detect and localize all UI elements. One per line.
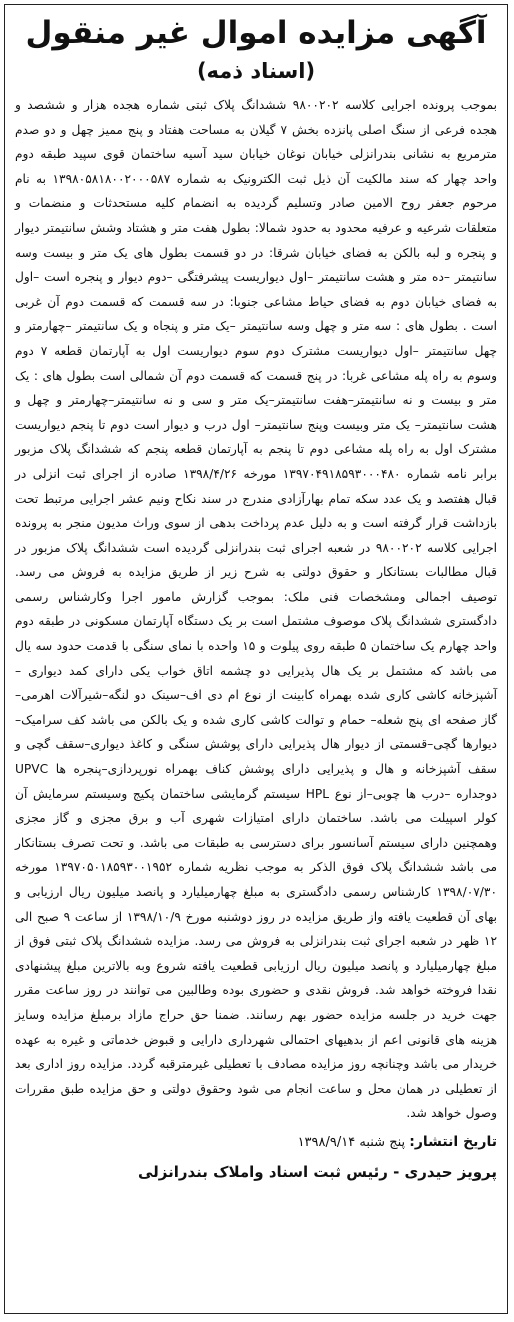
notice-title: آگهی مزایده اموال غیر منقول	[25, 15, 487, 51]
publication-date: پنج شنبه ۱۳۹۸/۹/۱۴	[297, 1134, 406, 1150]
notice-subtitle: (اسناد ذمه)	[196, 59, 316, 83]
notice-body: بموجب پرونده اجرایی کلاسه ۹۸۰۰۲۰۲ ششدانگ پلاک ثبتی شماره هجده هزار و ششصد و هجده فرعی از سنگ اصلی پانزده بخش ۷ گیلان به مساحت هفتاد و پنج ممیز چهل و دو صدم مترمربع به نشانی بندرانزلی خیابان نوغان خیابان سید آسیه ساختمان قوی سپید طبقه دوم واحد چهار که سند مالکیت آن ذیل ثبت الکترونیک به شماره ۱۳۹۸۰۵۸۱۸۰۰۲۰۰۰۵۸۷ به نام مرحوم جعفر روح الامین صادر وتسلیم گردیده به انضمام کلیه مستحدثات و منضمات و متعلقات شرعیه و عرفیه محدود به حدود شمالا: بطول هفت متر و هشتاد وشش سانتیمتر دیوار و پنجره و لبه بالکن به فضای خیابان شرقا: در دو قسمت بطول های یک متر و بیست وسه سانتیمتر –ده متر و هشت سانتیمتر –اول دیواریست پیشرفتگی –دوم دیوار و پنجره است –اول به فضای خیابان دوم به فضای حیاط مشاعی جنوبا: در سه قسمت که قسمت دوم آن غربی است . بطول های : سه متر و چهل وسه سانتیمتر –یک متر و پنجاه و یک سانتیمتر –چهارمتر و چهل سانتیمتر –اول دیواریست مشترک دوم سوم دیواریست اول به آپارتمان قطعه ۷ دوم وسوم به راه پله مشاعی غربا: در پنج قسمت که قسمت دوم آن شمالی است بطول های : یک متر و بیست و نه سانتیمتر–هفت سانتیمتر–یک متر و سی و نه سانتیمتر–چهارمتر و چهل و هشت سانتیمتر– یک متر وبیست وپنج سانتیمتر– اول درب و دیوار است دوم تا پنجم دیواریست مشترک اول به راه پله مشاعی دوم تا پنجم به آپارتمان قطعه پنجم که ششدانگ پلاک مزبور برابر نامه شماره ۱۳۹۷۰۴۹۱۸۵۹۳۰۰۰۴۸۰ مورخه ۱۳۹۸/۴/۲۶ صادره از اجرای ثبت انزلی در قبال هفتصد و یک عدد سکه تمام بهارآزادی مندرج در سند نکاح ونیم عشر اجرایی مرتبط تحت بازداشت قرار گرفته است و به دلیل عدم پرداخت بدهی از سوی وراث مدیون منجر به پرونده اجرایی کلاسه ۹۸۰۰۲۰۲ در شعبه اجرای ثبت بندرانزلی گردیده است ششدانگ پلاک مزبور در قبال مطالبات بستانکار و حقوق دولتی به شرح زیر از طریق مزایده به فروش می رسد. توصیف اجمالی ومشخصات فنی ملک: بموجب گزارش مامور اجرا وکارشناس رسمی دادگستری ششدانگ پلاک موصوف مشتمل است بر یک دستگاه آپارتمان مسکونی در طبقه دوم واحد چهارم یک ساختمان ۵ طبقه روی پیلوت و ۱۵ واحده با نمای سنگی با قدمت حدود سه یال می باشد که مشتمل بر یک هال پذیرایی دو چشمه اتاق خواب یکی دارای کمد دیواری –آشپزخانه کاشی کاری شده بهمراه کابینت از نوع ام دی اف–سینک دو لنگه–شیرآلات اهرمی– گاز صفحه ای پنج شعله– حمام و توالت کاشی کاری شده و یک بالکن می باشد کف سرامیک–دیوارها گچی–قسمتی از دیوار هال پذیرایی دارای پوشش سنگی و کاغذ دیواری–سقف گچی و سقف آشپزخانه و هال و پذیرایی دارای پوشش کناف بهمراه نورپردازی–پنجره ها UPVC دوجداره –درب ها چوبی–از نوع HPL سیستم گرمایشی ساختمان پکیج وسیستم سرمایش آن کولر اسپیلت می باشد. ساختمان دارای امتیازات شهری آب و برق مجزی و گاز مجزی وهمچنین دارای سیستم آسانسور برای دسترسی به طبقات می باشد. و تحت تصرف بستانکار می باشد ششدانگ پلاک فوق الذکر به موجب نظریه شماره ۱۳۹۷۰۵۰۱۸۵۹۳۰۰۱۹۵۲ مورخه ۱۳۹۸/۰۷/۳۰ کارشناس رسمی دادگستری به مبلغ چهارمیلیارد و پانصد میلیون ریال ارزیابی و بهای آن قطعیت یافته واز طریق مزایده در روز دوشنبه مورخ ۱۳۹۸/۱۰/۹ از ساعت ۹ صبح الی ۱۲ ظهر در شعبه اجرای ثبت بندرانزلی به فروش می رسد. مزایده ششدانگ پلاک ثبتی فوق از مبلغ چهارمیلیارد و پانصد میلیون ریال ارزیابی قطعیت یافته شروع وبه بالاترین مبلغ پیشنهادی نقدا فروخته خواهد شد. فروش نقدی و حضوری بوده وطالبین می توانند در روز ساعت مقرر جهت خرید در جلسه مزایده حضور بهم رسانند. ضمنا حق حراج مازاد برمبلغ مزایده وسایز هزینه های قانونی اعم از بدهیهای احتمالی شهرداری دارایی و قبوض خدماتی و غیره به عهده خریدار می باشد وچنانچه روز مزایده مصادف با تعطیلی غیرمترقبه گردد. مزایده روز اداری بعد از تعطیلی در همان محل و ساعت انجام می شود وحقوق دولتی و حق مزایده طبق مقررات وصول خواهد شد.	[15, 98, 498, 1121]
publication-line	[15, 1130, 497, 1155]
publication-label: تاریخ انتشار:	[409, 1133, 497, 1150]
signature: پرویز حیدری - رئیس ثبت اسناد واملاک بندرانزلی	[137, 1162, 497, 1181]
auction-notice	[4, 4, 508, 1314]
